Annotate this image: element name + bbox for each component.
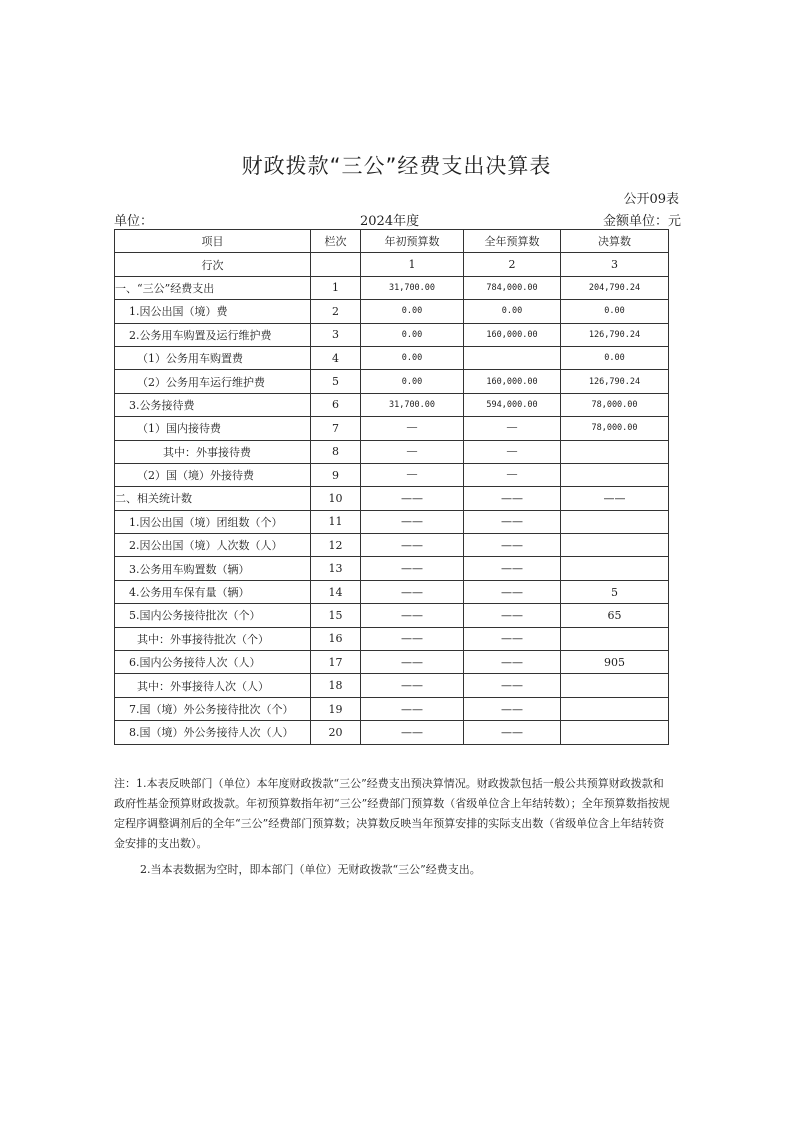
row-final-account [561,534,669,557]
notes [114,774,674,880]
table-row [115,276,669,299]
row-column-no: 8 [311,440,361,463]
row-initial-budget: —— [361,627,464,650]
row-final-account [561,697,669,720]
row-initial-budget: 0.00 [361,323,464,346]
row-final-account: 0.00 [561,346,669,369]
row-final-account: 0.00 [561,300,669,323]
report-year: 2024年度 [360,214,420,229]
table-row [115,557,669,580]
row-initial-budget: —— [361,557,464,580]
row-full-year-budget: 2 [464,253,561,276]
row-initial-budget: 31,700.00 [361,276,464,299]
row-column-no: 19 [311,697,361,720]
row-final-account: 126,790.24 [561,370,669,393]
row-item-label: 二、相关统计数 [115,487,311,510]
row-full-year-budget [464,346,561,369]
row-full-year-budget: —— [464,627,561,650]
row-full-year-budget: 784,000.00 [464,276,561,299]
note-1: 注：1.本表反映部门（单位）本年度财政拨款“三公”经费支出预决算情况。财政拨款包括一般公共预算财政拨款和政府性基金预算财政拨款。年初预算数指年初“三公”经费部门预算数（省级单位含上年结转数）；全年预算数指按规定程序调整调剂后的全年“三公”经费部门预算数；决算数反映当年预算安排的实际支出数（省级单位含上年结转资金安排的支出数）。 [114,777,670,850]
row-item-label: （1）国内接待费 [115,417,311,440]
header-final-account: 决算数 [561,230,669,253]
row-full-year-budget: 0.00 [464,300,561,323]
row-item-label: 其中：外事接待费 [115,440,311,463]
table-row [115,510,669,533]
row-column-no: 5 [311,370,361,393]
row-initial-budget: —— [361,534,464,557]
row-full-year-budget: —— [464,463,561,486]
row-column-no: 6 [311,393,361,416]
row-final-account [561,440,669,463]
table-row [115,440,669,463]
table-row [115,674,669,697]
row-full-year-budget: —— [464,697,561,720]
row-item-label: 1.因公出国（境）费 [115,300,311,323]
row-final-account [561,627,669,650]
row-column-no: 2 [311,300,361,323]
row-column-no: 17 [311,651,361,674]
table-row [115,651,669,674]
row-full-year-budget: —— [464,674,561,697]
row-full-year-budget: —— [464,417,561,440]
row-full-year-budget: —— [464,580,561,603]
row-column-no: 9 [311,463,361,486]
row-full-year-budget: —— [464,487,561,510]
row-initial-budget: 1 [361,253,464,276]
row-item-label: 行次 [115,253,311,276]
row-full-year-budget: —— [464,534,561,557]
expense-table [114,229,669,745]
row-initial-budget: 0.00 [361,346,464,369]
table-row [115,417,669,440]
table-row [115,721,669,744]
table-row [115,487,669,510]
row-item-label: 一、“三公”经费支出 [115,276,311,299]
row-column-no: 7 [311,417,361,440]
page-title: 财政拨款“三公”经费支出决算表 [241,154,552,178]
row-column-no: 1 [311,276,361,299]
row-column-no: 16 [311,627,361,650]
row-initial-budget: —— [361,697,464,720]
row-column-no: 20 [311,721,361,744]
table-row [115,627,669,650]
unit-label: 单位： [114,214,154,229]
row-initial-budget: —— [361,463,464,486]
row-initial-budget: 0.00 [361,370,464,393]
row-final-account: 126,790.24 [561,323,669,346]
row-final-account: 78,000.00 [561,393,669,416]
row-full-year-budget: 160,000.00 [464,323,561,346]
row-full-year-budget: —— [464,651,561,674]
row-full-year-budget: —— [464,557,561,580]
table-row [115,253,669,276]
row-column-no: 4 [311,346,361,369]
table-row [115,323,669,346]
row-column-no: 12 [311,534,361,557]
row-column-no: 14 [311,580,361,603]
row-initial-budget: —— [361,604,464,627]
row-column-no: 3 [311,323,361,346]
amount-unit: 金额单位：元 [602,214,681,229]
table-row [115,463,669,486]
row-item-label: 其中：外事接待人次（人） [115,674,311,697]
row-item-label: 8.国（境）外公务接待人次（人） [115,721,311,744]
row-initial-budget: —— [361,580,464,603]
row-item-label: （1）公务用车购置费 [115,346,311,369]
table-row [115,534,669,557]
row-column-no: 10 [311,487,361,510]
header-initial-budget: 年初预算数 [361,230,464,253]
row-initial-budget: —— [361,651,464,674]
row-final-account: 78,000.00 [561,417,669,440]
row-item-label: 7.国（境）外公务接待批次（个） [115,697,311,720]
row-initial-budget: —— [361,510,464,533]
row-column-no: 13 [311,557,361,580]
row-full-year-budget: —— [464,604,561,627]
row-final-account [561,557,669,580]
row-final-account: 905 [561,651,669,674]
table-row [115,604,669,627]
row-initial-budget: —— [361,487,464,510]
row-final-account: 3 [561,253,669,276]
row-initial-budget: —— [361,417,464,440]
row-initial-budget: —— [361,721,464,744]
header-full-year-budget: 全年预算数 [464,230,561,253]
row-item-label: 3.公务用车购置数（辆） [115,557,311,580]
row-initial-budget: —— [361,440,464,463]
row-item-label: 2.因公出国（境）人次数（人） [115,534,311,557]
row-column-no: 18 [311,674,361,697]
table-row [115,370,669,393]
row-item-label: （2）国（境）外接待费 [115,463,311,486]
row-item-label: 2.公务用车购置及运行维护费 [115,323,311,346]
note-2: 2.当本表数据为空时，即本部门（单位）无财政拨款“三公”经费支出。 [140,863,481,876]
table-row [115,393,669,416]
row-full-year-budget: 160,000.00 [464,370,561,393]
row-final-account [561,721,669,744]
row-item-label: 1.因公出国（境）团组数（个） [115,510,311,533]
row-column-no [311,253,361,276]
row-final-account [561,510,669,533]
row-full-year-budget: —— [464,721,561,744]
row-final-account: 5 [561,580,669,603]
table-row [115,697,669,720]
row-column-no: 11 [311,510,361,533]
table-row [115,346,669,369]
row-initial-budget: 31,700.00 [361,393,464,416]
row-final-account [561,674,669,697]
row-column-no: 15 [311,604,361,627]
form-number: 公开09表 [623,192,679,207]
header-item: 项目 [115,230,311,253]
header-column-no: 栏次 [311,230,361,253]
row-item-label: 其中：外事接待批次（个） [115,627,311,650]
row-final-account [561,463,669,486]
row-full-year-budget: —— [464,510,561,533]
row-final-account: —— [561,487,669,510]
row-final-account: 204,790.24 [561,276,669,299]
row-initial-budget: 0.00 [361,300,464,323]
row-item-label: 4.公务用车保有量（辆） [115,580,311,603]
row-item-label: 5.国内公务接待批次（个） [115,604,311,627]
table-row [115,580,669,603]
row-full-year-budget: 594,000.00 [464,393,561,416]
row-item-label: （2）公务用车运行维护费 [115,370,311,393]
row-initial-budget: —— [361,674,464,697]
row-item-label: 6.国内公务接待人次（人） [115,651,311,674]
table-header-row [115,230,669,253]
row-final-account: 65 [561,604,669,627]
row-item-label: 3.公务接待费 [115,393,311,416]
table-row [115,300,669,323]
row-full-year-budget: —— [464,440,561,463]
